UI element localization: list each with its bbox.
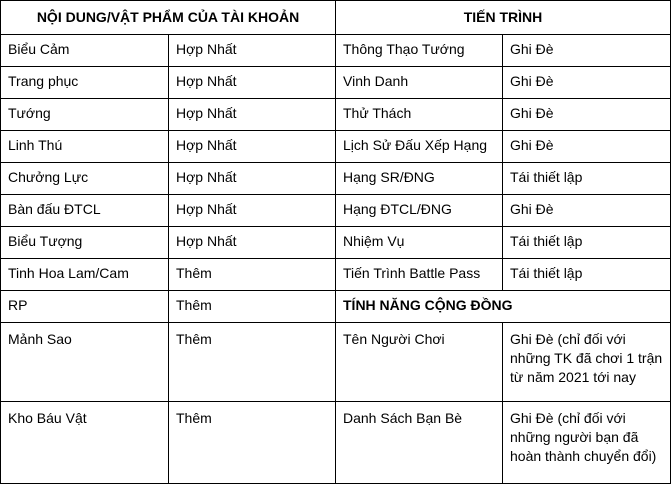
item-action: Hợp Nhất <box>169 99 336 131</box>
progress-name: Tiến Trình Battle Pass <box>336 259 503 291</box>
table-row <box>1 67 671 99</box>
progress-name: Hạng ĐTCL/ĐNG <box>336 195 503 227</box>
item-name: Tướng <box>1 99 169 131</box>
item-name: Biểu Cảm <box>1 35 169 67</box>
item-name: Chưởng Lực <box>1 163 169 195</box>
table-row <box>1 323 671 402</box>
item-name: Bàn đấu ĐTCL <box>1 195 169 227</box>
item-action: Hợp Nhất <box>169 163 336 195</box>
progress-name: Hạng SR/ĐNG <box>336 163 503 195</box>
item-action: Thêm <box>169 291 336 323</box>
item-name: Mảnh Sao <box>1 323 169 402</box>
item-action: Hợp Nhất <box>169 131 336 163</box>
item-name: Biểu Tượng <box>1 227 169 259</box>
feature-name: Tên Người Chơi <box>336 323 503 402</box>
table-row <box>1 99 671 131</box>
item-name: Trang phục <box>1 67 169 99</box>
table-row <box>1 195 671 227</box>
item-action: Thêm <box>169 323 336 402</box>
progress-action: Ghi Đè <box>503 67 671 99</box>
table-row <box>1 131 671 163</box>
item-action: Hợp Nhất <box>169 35 336 67</box>
header-account-items: NỘI DUNG/VẬT PHẨM CỦA TÀI KHOẢN <box>1 1 336 35</box>
progress-name: Nhiệm Vụ <box>336 227 503 259</box>
table-row <box>1 291 671 323</box>
table-row <box>1 259 671 291</box>
item-name: Kho Báu Vật <box>1 402 169 484</box>
item-action: Hợp Nhất <box>169 195 336 227</box>
progress-name: Lịch Sử Đấu Xếp Hạng <box>336 131 503 163</box>
feature-name: Danh Sách Bạn Bè <box>336 402 503 484</box>
item-name: Tinh Hoa Lam/Cam <box>1 259 169 291</box>
table-row <box>1 227 671 259</box>
progress-name: Thông Thạo Tướng <box>336 35 503 67</box>
header-community-features: TÍNH NĂNG CỘNG ĐỒNG <box>336 291 671 323</box>
item-action: Hợp Nhất <box>169 227 336 259</box>
progress-action: Ghi Đè <box>503 35 671 67</box>
table-row <box>1 163 671 195</box>
feature-action: Ghi Đè (chỉ đối với những TK đã chơi 1 trận từ năm 2021 tới nay <box>503 323 671 402</box>
table-row <box>1 402 671 484</box>
progress-name: Thử Thách <box>336 99 503 131</box>
table-row <box>1 35 671 67</box>
progress-action: Tái thiết lập <box>503 163 671 195</box>
table-header-row <box>1 1 671 35</box>
header-progress: TIẾN TRÌNH <box>336 1 671 35</box>
progress-action: Ghi Đè <box>503 195 671 227</box>
progress-action: Tái thiết lập <box>503 259 671 291</box>
item-action: Hợp Nhất <box>169 67 336 99</box>
progress-name: Vinh Danh <box>336 67 503 99</box>
progress-action: Tái thiết lập <box>503 227 671 259</box>
item-action: Thêm <box>169 259 336 291</box>
progress-action: Ghi Đè <box>503 99 671 131</box>
feature-action: Ghi Đè (chỉ đối với những người bạn đã hoàn thành chuyển đổi) <box>503 402 671 484</box>
item-name: RP <box>1 291 169 323</box>
item-action: Thêm <box>169 402 336 484</box>
progress-action: Ghi Đè <box>503 131 671 163</box>
item-name: Linh Thú <box>1 131 169 163</box>
